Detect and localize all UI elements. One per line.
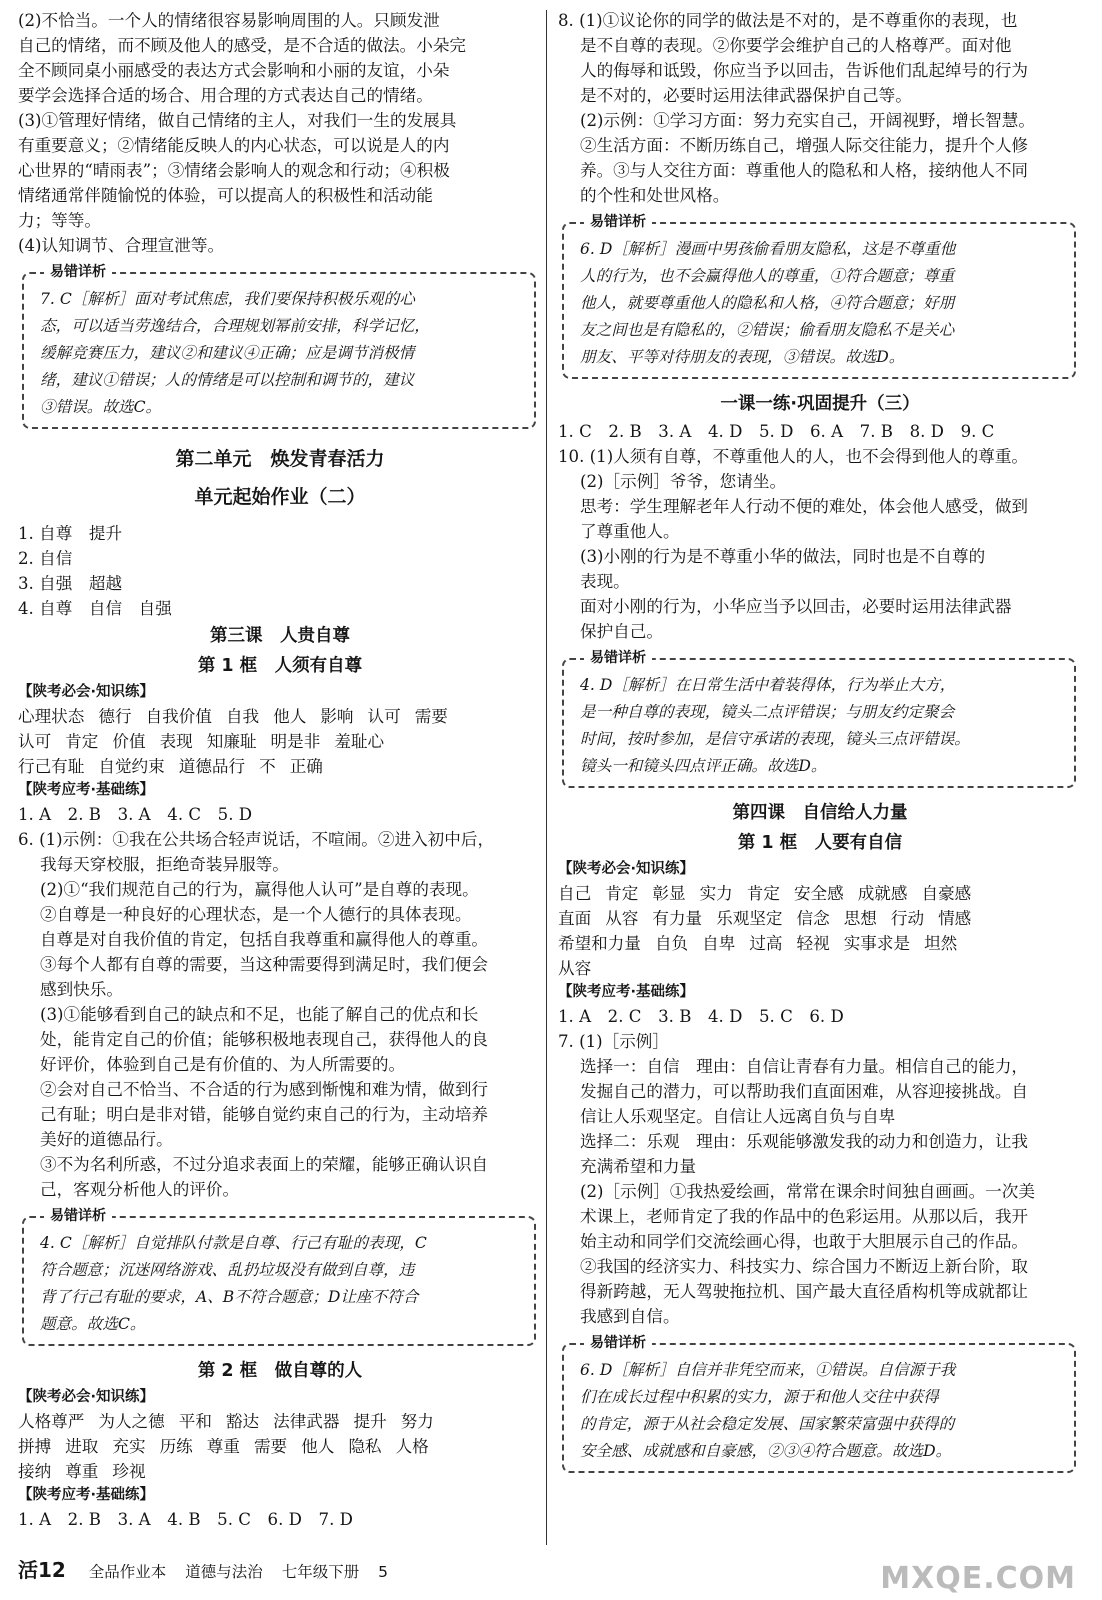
term: 明是非 [270, 732, 321, 751]
answer-line: (2)①“我们规范自己的行为，赢得他人认可”是自尊的表现。 [40, 880, 479, 899]
term: 自己 [558, 884, 592, 903]
term: 正确 [289, 757, 323, 776]
answer-line: 选择二：乐观 理由：乐观能够激发我的动力和创造力，让我 [580, 1132, 1029, 1151]
answer-line: 4. 自尊 自信 自强 [18, 599, 172, 618]
term: 行动 [890, 909, 925, 928]
analysis-line: 7. C［解析］面对考试焦虑，我们要保持积极乐观的心 [40, 290, 415, 308]
term: 自我价值 [145, 707, 212, 726]
frame-title: 第 1 框 人要有自信 [737, 833, 903, 853]
term: 成就感 [857, 884, 908, 903]
frame-title: 第 2 框 做自尊的人 [197, 1361, 363, 1381]
analysis-line: ③错误。故选C。 [40, 398, 162, 416]
term: 他人 [273, 707, 307, 726]
error-analysis-box [562, 1335, 1076, 1473]
analysis-line: 6. D［解析］漫画中男孩偷看朋友隐私，这是不尊重他 [580, 240, 956, 258]
answer-line: ②我国的经济实力、科技实力、综合国力不断迈上新台阶，取 [580, 1257, 1029, 1276]
term: 过高 [749, 934, 783, 953]
term: 努力 [400, 1412, 434, 1431]
answer-line: 信让人乐观坚定。自信让人远离自负与自卑 [580, 1107, 896, 1126]
term: 进取 [65, 1437, 99, 1456]
term: 自我 [225, 707, 260, 726]
intro-answers [18, 8, 542, 258]
term: 充实 [112, 1437, 146, 1456]
answer-line: 有重要意义；②情绪能反映人的内心状态，可以说是人的内 [18, 136, 450, 155]
answer-line: ③不为名利所惑，不过分追求表面上的荣耀，能够正确认识自 [40, 1155, 489, 1174]
answer-line: 7. (1)［示例］ [558, 1032, 669, 1051]
book-name: 全品作业本 [88, 1563, 167, 1581]
term: 需要 [253, 1437, 288, 1456]
term: 实事求是 [843, 934, 911, 953]
term-row [18, 729, 542, 754]
analysis-line: 人的行为，也不会赢得他人的尊重，①符合题意；尊重 [580, 267, 955, 285]
analysis-line: 4. C［解析］自觉排队付款是自尊、行己有耻的表现，C [40, 1234, 427, 1252]
unit-work-title: 单元起始作业（二） [194, 486, 366, 508]
analysis-line: 的肯定，源于从社会稳定发展、国家繁荣富强中获得的 [580, 1415, 955, 1433]
answer-line: 要学会选择合适的场合、用合理的方式表达自己的情绪。 [18, 86, 433, 105]
term: 自豪感 [921, 884, 972, 903]
answer-line: 保护自己。 [580, 622, 663, 641]
term: 从容 [558, 959, 592, 978]
term: 从容 [605, 909, 639, 928]
section-tag-knowledge: 【陕考必会·知识练】 [558, 861, 695, 877]
left-column [18, 8, 542, 1532]
term: 肯定 [605, 884, 639, 903]
analysis-line: 镜头一和镜头四点评正确。故选D。 [580, 757, 827, 775]
answer-line: 感到快乐。 [40, 980, 123, 999]
analysis-line: 符合题意；沉迷网络游戏、乱扔垃圾没有做到自尊，违 [40, 1261, 415, 1279]
section-tag-knowledge: 【陕考必会·知识练】 [18, 684, 155, 700]
answer-line: 己，客观分析他人的评价。 [40, 1180, 240, 1199]
term: 有力量 [652, 909, 703, 928]
term: 肯定 [65, 732, 99, 751]
term-row [18, 1409, 542, 1434]
answer-line: 情绪通常伴随愉悦的体验，可以提高人的积极性和活动能 [18, 186, 433, 205]
box-title: 易错详析 [44, 262, 112, 282]
term-row [18, 1459, 542, 1484]
term: 提升 [353, 1412, 387, 1431]
term: 羞耻心 [334, 732, 385, 751]
answer-line: 是不对的，必要时运用法律武器保护自己等。 [580, 86, 912, 105]
analysis-line: 安全感、成就感和自豪感，②③④符合题意。故选D。 [580, 1442, 952, 1460]
answer-line: 我感到自信。 [580, 1307, 680, 1326]
term: 表现 [159, 732, 193, 751]
box-title: 易错详析 [584, 1333, 652, 1353]
term-row [18, 754, 542, 779]
term: 肯定 [746, 884, 780, 903]
term: 直面 [558, 909, 592, 928]
analysis-line: 背了行己有耻的要求，A、B不符合题意；D让座不符合 [40, 1288, 419, 1306]
section-tag-basic: 【陕考应考·基础练】 [558, 984, 695, 1000]
answer-line: ②自尊是一种良好的心理状态，是一个人德行的具体表现。 [40, 905, 472, 924]
term: 认可 [18, 732, 52, 751]
analysis-line: 题意。故选C。 [40, 1315, 146, 1333]
error-analysis-box [562, 650, 1076, 788]
answer-line: 美好的道德品行。 [40, 1130, 173, 1149]
term-row [18, 1434, 542, 1459]
term: 安全感 [793, 884, 844, 903]
answer-line: 处，能肯定自己的价值；能够积极地表现自己，获得他人的良 [40, 1030, 489, 1049]
analysis-line: 6. D［解析］自信并非凭空而来，①错误。自信源于我 [580, 1361, 956, 1379]
term: 他人 [301, 1437, 335, 1456]
q8-answers [558, 8, 1082, 208]
term: 隐私 [348, 1437, 382, 1456]
q10-answers [558, 444, 1082, 644]
unit-title: 第二单元 焕发青春活力 [175, 448, 385, 470]
term: 轻视 [796, 934, 830, 953]
term: 人格尊严 [18, 1412, 85, 1431]
term: 自负 [654, 934, 689, 953]
answer-line: (3)①能够看到自己的缺点和不足，也能了解自己的优点和长 [40, 1005, 479, 1024]
answer-line: 面对小刚的行为，小华应当予以回击，必要时运用法律武器 [580, 597, 1012, 616]
mc-answers: 1. C 2. B 3. A 4. D 5. D 6. A 7. B 8. D 9. C [558, 422, 995, 441]
error-analysis-box [562, 214, 1076, 379]
answer-line: ②生活方面：不断历练自己，增强人际交往能力，提升个人修 [580, 136, 1029, 155]
answer-line: 发掘自己的潜力，可以帮助我们直面困难，从容迎接挑战。自 [580, 1082, 1029, 1101]
section-tag-knowledge: 【陕考必会·知识练】 [18, 1389, 155, 1405]
term: 希望和力量 [558, 934, 641, 953]
answer-line: 我每天穿校服，拒绝奇装异服等。 [40, 855, 289, 874]
lesson-title: 第四课 自信给人力量 [732, 803, 908, 823]
answer-line: 充满希望和力量 [580, 1157, 697, 1176]
term: 自觉约束 [98, 757, 165, 776]
answer-line: 10. (1)人须有自尊，不尊重他人的人，也不会得到他人的尊重。 [558, 447, 1029, 466]
term-row [558, 956, 1082, 981]
analysis-line: 时间，按时参加，是信守承诺的表现，镜头三点评错误。 [580, 730, 970, 748]
analysis-line: 们在成长过程中积累的实力，源于和他人交往中获得 [580, 1388, 939, 1406]
analysis-line: 态，可以适当劳逸结合，合理规划幂前安排，科学记忆， [40, 317, 430, 335]
q6-answers [18, 827, 542, 1202]
term: 法律武器 [273, 1412, 340, 1431]
subject-name: 道德与法治 [185, 1563, 263, 1581]
term: 接纳 [18, 1462, 52, 1481]
term: 人格 [395, 1437, 429, 1456]
answer-line: 了尊重他人。 [580, 522, 680, 541]
box-title: 易错详析 [584, 212, 652, 232]
answer-line: (3)①管理好情绪，做自己情绪的主人，对我们一生的发展具 [18, 111, 457, 130]
answer-line: 力；等等。 [18, 211, 101, 230]
practice-title: 一课一练·巩固提升（三） [720, 394, 920, 414]
answer-line: 3. 自强 超越 [18, 574, 123, 593]
box-title: 易错详析 [44, 1206, 112, 1226]
answer-line: 全不顾同桌小丽感受的表达方式会影响和小丽的友谊，小朵 [18, 61, 450, 80]
term: 德行 [98, 707, 132, 726]
term: 为人之德 [98, 1412, 165, 1431]
answer-line: (4)认知调节、合理宣泄等。 [18, 236, 225, 255]
term: 心理状态 [18, 707, 85, 726]
answer-line: (2)［示例］爷爷，您请坐。 [580, 472, 787, 491]
answer-line: 始主动和同学们交流绘画心得，也敢于大胆展示自己的作品。 [580, 1232, 1029, 1251]
term-row [18, 704, 542, 729]
answer-line: 术课上，老师肯定了我的作品中的色彩运用。从那以后，我开 [580, 1207, 1029, 1226]
answer-line: 自尊是对自我价值的肯定，包括自我尊重和赢得他人的尊重。 [40, 930, 489, 949]
term: 认可 [367, 707, 401, 726]
answer-line: 得新跨越，无人驾驶拖拉机、国产最大直径盾构机等成就都让 [580, 1282, 1029, 1301]
answer-line: 自己的情绪，而不顾及他人的感受，是不合适的做法。小朵完 [18, 36, 467, 55]
analysis-line: 朋友、平等对待朋友的表现，③错误。故选D。 [580, 348, 905, 366]
mc-answers: 1. A 2. B 3. A 4. B 5. C 6. D 7. D [18, 1510, 353, 1529]
analysis-line: 他人，就要尊重他人的隐私和人格，④符合题意；好朋 [580, 294, 955, 312]
right-column [558, 8, 1082, 1483]
term-row [558, 906, 1082, 931]
analysis-line: 4. D［解析］在日常生活中着装得体，行为举止大方， [580, 676, 956, 694]
answer-line: (2)不恰当。一个人的情绪很容易影响周围的人。只顾发泄 [18, 11, 440, 30]
lesson-title: 第三课 人贵自尊 [210, 626, 350, 646]
term: 自卑 [702, 934, 736, 953]
answer-line: 选择一：自信 理由：自信让青春有力量。相信自己的能力， [580, 1057, 1029, 1076]
analysis-line: 缓解竞赛压力，建议②和建议④正确；应是调节消极情 [40, 344, 415, 362]
answer-line: 己有耻；明白是非对错，能够自觉约束自己的行为，主动培养 [40, 1105, 489, 1124]
term: 实力 [699, 884, 733, 903]
section-tag-basic: 【陕考应考·基础练】 [18, 1487, 155, 1503]
term: 尊重 [65, 1462, 99, 1481]
answer-line: 养。③与人交往方面：尊重他人的隐私和人格，接纳他人不同 [580, 161, 1029, 180]
answer-line: 表现。 [580, 572, 630, 591]
page-number: 5 [378, 1563, 389, 1581]
grade-name: 七年级下册 [281, 1563, 360, 1581]
term: 豁达 [225, 1412, 260, 1431]
watermark-logo: MXQE.COM [880, 1561, 1076, 1596]
answer-line: 的个性和处世风格。 [580, 186, 730, 205]
term: 平和 [178, 1412, 212, 1431]
term: 坦然 [924, 934, 958, 953]
answer-line: 思考：学生理解老年人行动不便的难处，体会他人感受，做到 [580, 497, 1029, 516]
q7-answers [558, 1029, 1082, 1329]
term: 信念 [796, 909, 830, 928]
section-tag-basic: 【陕考应考·基础练】 [18, 782, 155, 798]
answer-line: (2)示例：①学习方面：努力充实自己，开阔视野，增长智慧。 [580, 111, 1035, 130]
analysis-line: 绪，建议①错误；人的情绪是可以控制和调节的，建议 [40, 371, 415, 389]
answer-line: 6. (1)示例：①我在公共场合轻声说话，不喧闹。②进入初中后， [18, 830, 495, 849]
answer-line: 好评价，体验到自己是有价值的、为人所需要的。 [40, 1055, 406, 1074]
box-title: 易错详析 [584, 648, 652, 668]
term: 珍视 [112, 1462, 146, 1481]
term: 乐观坚定 [716, 909, 783, 928]
answer-line: 1. 自尊 提升 [18, 524, 123, 543]
answer-line: (3)小刚的行为是不尊重小华的做法，同时也是不自尊的 [580, 547, 986, 566]
term: 行己有耻 [18, 757, 85, 776]
term: 彰显 [652, 884, 686, 903]
term-row [558, 881, 1082, 906]
answer-line: 是不自尊的表现。②你要学会维护自己的人格尊严。面对他 [580, 36, 1012, 55]
term: 拼搏 [18, 1437, 52, 1456]
error-analysis-box [22, 264, 536, 429]
answer-line: 2. 自信 [18, 549, 73, 568]
term: 思想 [843, 909, 877, 928]
term: 情感 [938, 909, 972, 928]
mc-answers: 1. A 2. B 3. A 4. C 5. D [18, 805, 253, 824]
answer-line: ③每个人都有自尊的需要，当这种需要得到满足时，我们便会 [40, 955, 489, 974]
answer-line: ②会对自己不恰当、不合适的行为感到惭愧和难为情，做到行 [40, 1080, 489, 1099]
column-divider [546, 10, 547, 1545]
term: 价值 [112, 732, 146, 751]
term: 尊重 [206, 1437, 240, 1456]
mc-answers: 1. A 2. C 3. B 4. D 5. C 6. D [558, 1007, 844, 1026]
answer-line: 心世界的“晴雨表”；③情绪会影响人的观念和行动；④积极 [18, 161, 450, 180]
term: 知廉耻 [206, 732, 257, 751]
term: 影响 [320, 707, 354, 726]
analysis-line: 友之间也是有隐私的，②错误；偷看朋友隐私不是关心 [580, 321, 955, 339]
term-row [558, 931, 1082, 956]
frame-title: 第 1 框 人须有自尊 [197, 656, 363, 676]
answer-line: 8. (1)①议论你的同学的做法是不对的，是不尊重你的表现，也 [558, 11, 1018, 30]
term: 历练 [159, 1437, 193, 1456]
analysis-line: 是一种自尊的表现，镜头二点评错误；与朋友约定聚会 [580, 703, 955, 721]
error-analysis-box [22, 1208, 536, 1346]
term: 道德品行 [178, 757, 246, 776]
term: 不 [259, 757, 276, 776]
term: 需要 [414, 707, 448, 726]
answer-line: 人的侮辱和诋毁，你应当予以回击，告诉他们乱起绰号的行为 [580, 61, 1029, 80]
answer-line: (2)［示例］①我热爱绘画，常常在课余时间独自画画。一次美 [580, 1182, 1035, 1201]
page-label: 活12 [18, 1558, 66, 1582]
